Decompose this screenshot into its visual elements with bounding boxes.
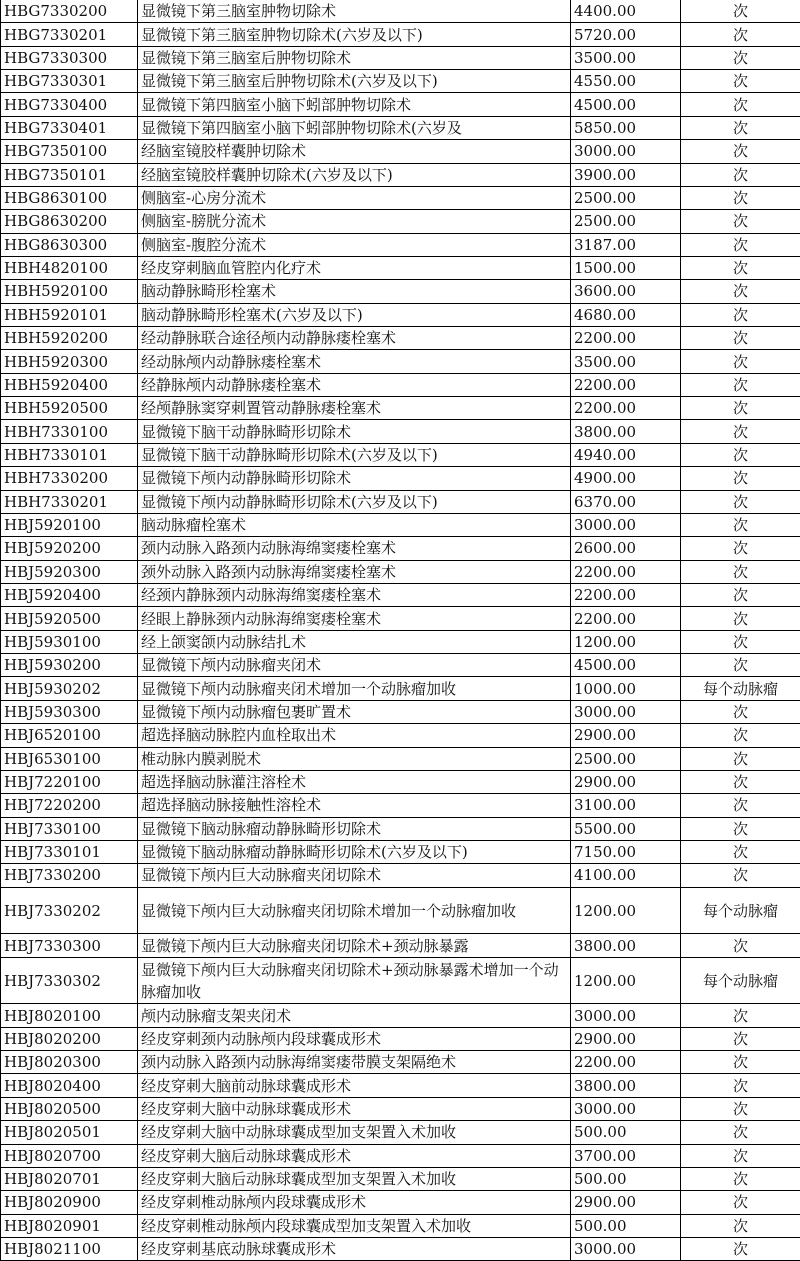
table-row xyxy=(1,537,800,560)
table-row xyxy=(1,887,800,934)
cell-unit: 次 xyxy=(681,654,800,677)
cell-unit: 次 xyxy=(681,186,800,209)
cell-name: 显微镜下脑动脉瘤动静脉畸形切除术 xyxy=(138,817,571,840)
table-row xyxy=(1,116,800,139)
table-row xyxy=(1,0,800,23)
cell-unit: 次 xyxy=(681,373,800,396)
cell-price: 3000.00 xyxy=(571,700,681,723)
table-row xyxy=(1,583,800,606)
cell-price: 2200.00 xyxy=(571,1051,681,1074)
cell-name: 显微镜下颅内动脉瘤夹闭术 xyxy=(138,654,571,677)
table-row xyxy=(1,1074,800,1097)
cell-code: HBJ7330302 xyxy=(1,957,138,1004)
table-row xyxy=(1,840,800,863)
cell-name: 显微镜下第三脑室后肿物切除术(六岁及以下) xyxy=(138,70,571,93)
cell-name: 经眼上静脉颈内动脉海绵窦瘘栓塞术 xyxy=(138,607,571,630)
cell-name: 显微镜下颅内巨大动脉瘤夹闭切除术增加一个动脉瘤加收 xyxy=(138,887,571,934)
cell-unit: 次 xyxy=(681,630,800,653)
table-row xyxy=(1,443,800,466)
table-row xyxy=(1,700,800,723)
table-row xyxy=(1,1051,800,1074)
cell-code: HBH5920400 xyxy=(1,373,138,396)
cell-price: 4500.00 xyxy=(571,654,681,677)
cell-name: 经皮穿刺大脑前动脉球囊成形术 xyxy=(138,1074,571,1097)
cell-unit: 次 xyxy=(681,70,800,93)
cell-code: HBJ8020300 xyxy=(1,1051,138,1074)
cell-unit: 次 xyxy=(681,747,800,770)
cell-code: HBJ7330101 xyxy=(1,840,138,863)
cell-price: 2900.00 xyxy=(571,770,681,793)
cell-price: 2200.00 xyxy=(571,397,681,420)
cell-code: HBG8630200 xyxy=(1,210,138,233)
cell-code: HBG7330200 xyxy=(1,0,138,23)
cell-name: 颈内动脉入路颈内动脉海绵窦瘘带膜支架隔绝术 xyxy=(138,1051,571,1074)
cell-price: 4900.00 xyxy=(571,467,681,490)
cell-price: 3000.00 xyxy=(571,1004,681,1027)
cell-price: 2600.00 xyxy=(571,537,681,560)
cell-price: 4100.00 xyxy=(571,864,681,887)
cell-code: HBG8630100 xyxy=(1,186,138,209)
cell-unit: 次 xyxy=(681,327,800,350)
cell-unit: 次 xyxy=(681,0,800,23)
cell-code: HBJ8020701 xyxy=(1,1167,138,1190)
cell-code: HBJ8020501 xyxy=(1,1121,138,1144)
cell-price: 2200.00 xyxy=(571,607,681,630)
cell-code: HBH7330101 xyxy=(1,443,138,466)
cell-name: 侧脑室-腹腔分流术 xyxy=(138,233,571,256)
cell-code: HBG7330300 xyxy=(1,46,138,69)
table-row xyxy=(1,303,800,326)
table-row xyxy=(1,233,800,256)
cell-name: 经动脉颅内动静脉瘘栓塞术 xyxy=(138,350,571,373)
table-row xyxy=(1,1144,800,1167)
cell-code: HBJ8020100 xyxy=(1,1004,138,1027)
table-row xyxy=(1,1167,800,1190)
cell-name: 显微镜下颅内动静脉畸形切除术 xyxy=(138,467,571,490)
cell-price: 2500.00 xyxy=(571,747,681,770)
cell-code: HBG7330301 xyxy=(1,70,138,93)
cell-code: HBJ8020400 xyxy=(1,1074,138,1097)
cell-name: 经皮穿刺大脑后动脉球囊成型加支架置入术加收 xyxy=(138,1167,571,1190)
cell-name: 经皮穿刺大脑后动脉球囊成形术 xyxy=(138,1144,571,1167)
cell-unit: 次 xyxy=(681,1051,800,1074)
cell-unit: 次 xyxy=(681,303,800,326)
cell-price: 7150.00 xyxy=(571,840,681,863)
table-row xyxy=(1,607,800,630)
cell-code: HBJ7330200 xyxy=(1,864,138,887)
cell-unit: 次 xyxy=(681,864,800,887)
cell-name: 经皮穿刺椎动脉颅内段球囊成形术 xyxy=(138,1191,571,1214)
cell-price: 500.00 xyxy=(571,1121,681,1144)
cell-name: 经颈内静脉颈内动脉海绵窦瘘栓塞术 xyxy=(138,583,571,606)
cell-price: 500.00 xyxy=(571,1167,681,1190)
cell-name: 显微镜下脑干动静脉畸形切除术(六岁及以下) xyxy=(138,443,571,466)
cell-code: HBJ8021100 xyxy=(1,1237,138,1260)
cell-name: 显微镜下第四脑室小脑下蚓部肿物切除术(六岁及 xyxy=(138,116,571,139)
cell-code: HBH7330100 xyxy=(1,420,138,443)
cell-price: 3700.00 xyxy=(571,1144,681,1167)
table-row xyxy=(1,934,800,957)
cell-name: 显微镜下第四脑室小脑下蚓部肿物切除术 xyxy=(138,93,571,116)
cell-name: 经脑室镜胶样囊肿切除术 xyxy=(138,140,571,163)
cell-code: HBJ5920400 xyxy=(1,583,138,606)
cell-unit: 次 xyxy=(681,1191,800,1214)
cell-price: 3187.00 xyxy=(571,233,681,256)
cell-unit: 次 xyxy=(681,607,800,630)
cell-price: 4680.00 xyxy=(571,303,681,326)
cell-code: HBG8630300 xyxy=(1,233,138,256)
cell-code: HBH5920100 xyxy=(1,280,138,303)
cell-price: 1500.00 xyxy=(571,256,681,279)
cell-code: HBG7330400 xyxy=(1,93,138,116)
cell-unit: 次 xyxy=(681,934,800,957)
cell-name: 显微镜下颅内巨大动脉瘤夹闭切除术+颈动脉暴露 xyxy=(138,934,571,957)
table-row xyxy=(1,210,800,233)
cell-price: 3000.00 xyxy=(571,1237,681,1260)
cell-code: HBJ7220200 xyxy=(1,794,138,817)
cell-unit: 次 xyxy=(681,1214,800,1237)
cell-code: HBJ8020200 xyxy=(1,1027,138,1050)
cell-name: 显微镜下第三脑室肿物切除术(六岁及以下) xyxy=(138,23,571,46)
cell-code: HBJ8020700 xyxy=(1,1144,138,1167)
cell-price: 3600.00 xyxy=(571,280,681,303)
cell-unit: 次 xyxy=(681,1167,800,1190)
table-row xyxy=(1,747,800,770)
cell-unit: 次 xyxy=(681,116,800,139)
table-row xyxy=(1,490,800,513)
cell-unit: 每个动脉瘤 xyxy=(681,957,800,1004)
table-row xyxy=(1,864,800,887)
cell-price: 5500.00 xyxy=(571,817,681,840)
table-row xyxy=(1,70,800,93)
table-row xyxy=(1,794,800,817)
cell-name: 脑动静脉畸形栓塞术 xyxy=(138,280,571,303)
table-row xyxy=(1,1237,800,1260)
cell-price: 4400.00 xyxy=(571,0,681,23)
cell-unit: 次 xyxy=(681,583,800,606)
cell-code: HBH5920200 xyxy=(1,327,138,350)
cell-code: HBJ5920500 xyxy=(1,607,138,630)
cell-unit: 次 xyxy=(681,23,800,46)
cell-unit: 次 xyxy=(681,350,800,373)
cell-code: HBJ5920200 xyxy=(1,537,138,560)
cell-unit: 次 xyxy=(681,467,800,490)
cell-price: 3800.00 xyxy=(571,420,681,443)
cell-name: 经皮穿刺椎动脉颅内段球囊成型加支架置入术加收 xyxy=(138,1214,571,1237)
cell-price: 3100.00 xyxy=(571,794,681,817)
cell-price: 2200.00 xyxy=(571,583,681,606)
cell-code: HBH7330200 xyxy=(1,467,138,490)
cell-name: 经上颌窦颌内动脉结扎术 xyxy=(138,630,571,653)
cell-price: 2500.00 xyxy=(571,210,681,233)
cell-unit: 次 xyxy=(681,794,800,817)
cell-unit: 次 xyxy=(681,1121,800,1144)
cell-name: 显微镜下脑动脉瘤动静脉畸形切除术(六岁及以下) xyxy=(138,840,571,863)
table-row xyxy=(1,724,800,747)
cell-code: HBG7330201 xyxy=(1,23,138,46)
cell-name: 显微镜下脑干动静脉畸形切除术 xyxy=(138,420,571,443)
table-row xyxy=(1,46,800,69)
cell-name: 颈外动脉入路颈内动脉海绵窦瘘栓塞术 xyxy=(138,560,571,583)
cell-price: 3500.00 xyxy=(571,46,681,69)
cell-code: HBJ5930300 xyxy=(1,700,138,723)
cell-name: 经皮穿刺大脑中动脉球囊成形术 xyxy=(138,1097,571,1120)
cell-code: HBJ5920100 xyxy=(1,513,138,536)
table-row xyxy=(1,1121,800,1144)
cell-code: HBJ5930202 xyxy=(1,677,138,700)
cell-price: 3800.00 xyxy=(571,934,681,957)
cell-name: 超选择脑动脉灌注溶栓术 xyxy=(138,770,571,793)
cell-unit: 次 xyxy=(681,1027,800,1050)
cell-price: 3000.00 xyxy=(571,140,681,163)
cell-unit: 次 xyxy=(681,233,800,256)
cell-name: 显微镜下第三脑室后肿物切除术 xyxy=(138,46,571,69)
cell-code: HBJ5930100 xyxy=(1,630,138,653)
fee-table-body xyxy=(1,0,800,1261)
cell-name: 脑动静脉畸形栓塞术(六岁及以下) xyxy=(138,303,571,326)
cell-price: 500.00 xyxy=(571,1214,681,1237)
table-row xyxy=(1,163,800,186)
cell-name: 颅内动脉瘤支架夹闭术 xyxy=(138,1004,571,1027)
cell-price: 2500.00 xyxy=(571,186,681,209)
table-row xyxy=(1,560,800,583)
table-row xyxy=(1,677,800,700)
cell-name: 显微镜下第三脑室肿物切除术 xyxy=(138,0,571,23)
cell-unit: 次 xyxy=(681,840,800,863)
cell-code: HBJ7220100 xyxy=(1,770,138,793)
cell-code: HBJ6530100 xyxy=(1,747,138,770)
cell-unit: 次 xyxy=(681,256,800,279)
cell-unit: 次 xyxy=(681,163,800,186)
cell-code: HBG7350100 xyxy=(1,140,138,163)
table-row xyxy=(1,770,800,793)
cell-unit: 次 xyxy=(681,1097,800,1120)
cell-unit: 次 xyxy=(681,770,800,793)
table-row xyxy=(1,397,800,420)
cell-name: 显微镜下颅内动脉瘤包裹旷置术 xyxy=(138,700,571,723)
table-row xyxy=(1,467,800,490)
table-row xyxy=(1,23,800,46)
cell-name: 经颅静脉窦穿刺置管动静脉瘘栓塞术 xyxy=(138,397,571,420)
cell-code: HBH5920500 xyxy=(1,397,138,420)
cell-price: 3000.00 xyxy=(571,513,681,536)
cell-unit: 次 xyxy=(681,560,800,583)
cell-unit: 次 xyxy=(681,490,800,513)
cell-code: HBH4820100 xyxy=(1,256,138,279)
cell-price: 1200.00 xyxy=(571,957,681,1004)
cell-name: 经脑室镜胶样囊肿切除术(六岁及以下) xyxy=(138,163,571,186)
table-row xyxy=(1,327,800,350)
cell-unit: 每个动脉瘤 xyxy=(681,677,800,700)
cell-name: 侧脑室-膀胱分流术 xyxy=(138,210,571,233)
cell-code: HBG7350101 xyxy=(1,163,138,186)
cell-unit: 次 xyxy=(681,1074,800,1097)
cell-code: HBJ8020500 xyxy=(1,1097,138,1120)
cell-code: HBJ6520100 xyxy=(1,724,138,747)
table-row xyxy=(1,1027,800,1050)
cell-name: 侧脑室-心房分流术 xyxy=(138,186,571,209)
cell-code: HBH5920101 xyxy=(1,303,138,326)
table-row xyxy=(1,93,800,116)
cell-price: 4940.00 xyxy=(571,443,681,466)
cell-code: HBJ7330300 xyxy=(1,934,138,957)
cell-unit: 次 xyxy=(681,397,800,420)
cell-name: 显微镜下颅内巨大动脉瘤夹闭切除术+颈动脉暴露术增加一个动脉瘤加收 xyxy=(138,957,571,1004)
cell-price: 3800.00 xyxy=(571,1074,681,1097)
cell-name: 脑动脉瘤栓塞术 xyxy=(138,513,571,536)
table-row xyxy=(1,817,800,840)
cell-price: 6370.00 xyxy=(571,490,681,513)
table-row xyxy=(1,513,800,536)
cell-unit: 每个动脉瘤 xyxy=(681,887,800,934)
cell-price: 4500.00 xyxy=(571,93,681,116)
cell-name: 经皮穿刺颈内动脉颅内段球囊成形术 xyxy=(138,1027,571,1050)
cell-price: 2900.00 xyxy=(571,1191,681,1214)
cell-unit: 次 xyxy=(681,700,800,723)
cell-code: HBJ8020901 xyxy=(1,1214,138,1237)
table-row xyxy=(1,1214,800,1237)
cell-price: 1200.00 xyxy=(571,630,681,653)
cell-code: HBJ5930200 xyxy=(1,654,138,677)
cell-unit: 次 xyxy=(681,817,800,840)
cell-name: 超选择脑动脉腔内血栓取出术 xyxy=(138,724,571,747)
table-row xyxy=(1,186,800,209)
table-row xyxy=(1,957,800,1004)
cell-unit: 次 xyxy=(681,513,800,536)
cell-unit: 次 xyxy=(681,140,800,163)
table-row xyxy=(1,1191,800,1214)
cell-code: HBJ5920300 xyxy=(1,560,138,583)
cell-price: 3500.00 xyxy=(571,350,681,373)
table-row xyxy=(1,140,800,163)
cell-unit: 次 xyxy=(681,46,800,69)
cell-name: 经皮穿刺大脑中动脉球囊成型加支架置入术加收 xyxy=(138,1121,571,1144)
cell-name: 显微镜下颅内动静脉畸形切除术(六岁及以下) xyxy=(138,490,571,513)
cell-price: 3000.00 xyxy=(571,1097,681,1120)
cell-name: 颈内动脉入路颈内动脉海绵窦瘘栓塞术 xyxy=(138,537,571,560)
cell-price: 2200.00 xyxy=(571,373,681,396)
cell-price: 1200.00 xyxy=(571,887,681,934)
cell-unit: 次 xyxy=(681,724,800,747)
cell-unit: 次 xyxy=(681,1237,800,1260)
cell-name: 经静脉颅内动静脉瘘栓塞术 xyxy=(138,373,571,396)
cell-unit: 次 xyxy=(681,1004,800,1027)
cell-code: HBH5920300 xyxy=(1,350,138,373)
table-row xyxy=(1,256,800,279)
cell-unit: 次 xyxy=(681,280,800,303)
table-row xyxy=(1,350,800,373)
cell-unit: 次 xyxy=(681,210,800,233)
cell-name: 显微镜下颅内动脉瘤夹闭术增加一个动脉瘤加收 xyxy=(138,677,571,700)
cell-code: HBJ7330202 xyxy=(1,887,138,934)
cell-code: HBJ8020900 xyxy=(1,1191,138,1214)
cell-unit: 次 xyxy=(681,93,800,116)
cell-price: 2900.00 xyxy=(571,724,681,747)
cell-price: 1000.00 xyxy=(571,677,681,700)
cell-unit: 次 xyxy=(681,537,800,560)
cell-price: 2200.00 xyxy=(571,327,681,350)
cell-price: 2200.00 xyxy=(571,560,681,583)
cell-name: 显微镜下颅内巨大动脉瘤夹闭切除术 xyxy=(138,864,571,887)
cell-unit: 次 xyxy=(681,1144,800,1167)
cell-price: 5720.00 xyxy=(571,23,681,46)
cell-name: 经皮穿刺基底动脉球囊成形术 xyxy=(138,1237,571,1260)
cell-price: 5850.00 xyxy=(571,116,681,139)
table-row xyxy=(1,280,800,303)
table-row xyxy=(1,1097,800,1120)
cell-price: 3900.00 xyxy=(571,163,681,186)
table-row xyxy=(1,420,800,443)
cell-name: 经皮穿刺脑血管腔内化疗术 xyxy=(138,256,571,279)
cell-code: HBJ7330100 xyxy=(1,817,138,840)
cell-name: 超选择脑动脉接触性溶栓术 xyxy=(138,794,571,817)
cell-name: 经动静脉联合途径颅内动静脉瘘栓塞术 xyxy=(138,327,571,350)
cell-price: 2900.00 xyxy=(571,1027,681,1050)
cell-name: 椎动脉内膜剥脱术 xyxy=(138,747,571,770)
cell-unit: 次 xyxy=(681,443,800,466)
table-row xyxy=(1,630,800,653)
table-row xyxy=(1,654,800,677)
cell-code: HBH7330201 xyxy=(1,490,138,513)
cell-unit: 次 xyxy=(681,420,800,443)
table-row xyxy=(1,1004,800,1027)
table-row xyxy=(1,373,800,396)
cell-code: HBG7330401 xyxy=(1,116,138,139)
cell-price: 4550.00 xyxy=(571,70,681,93)
